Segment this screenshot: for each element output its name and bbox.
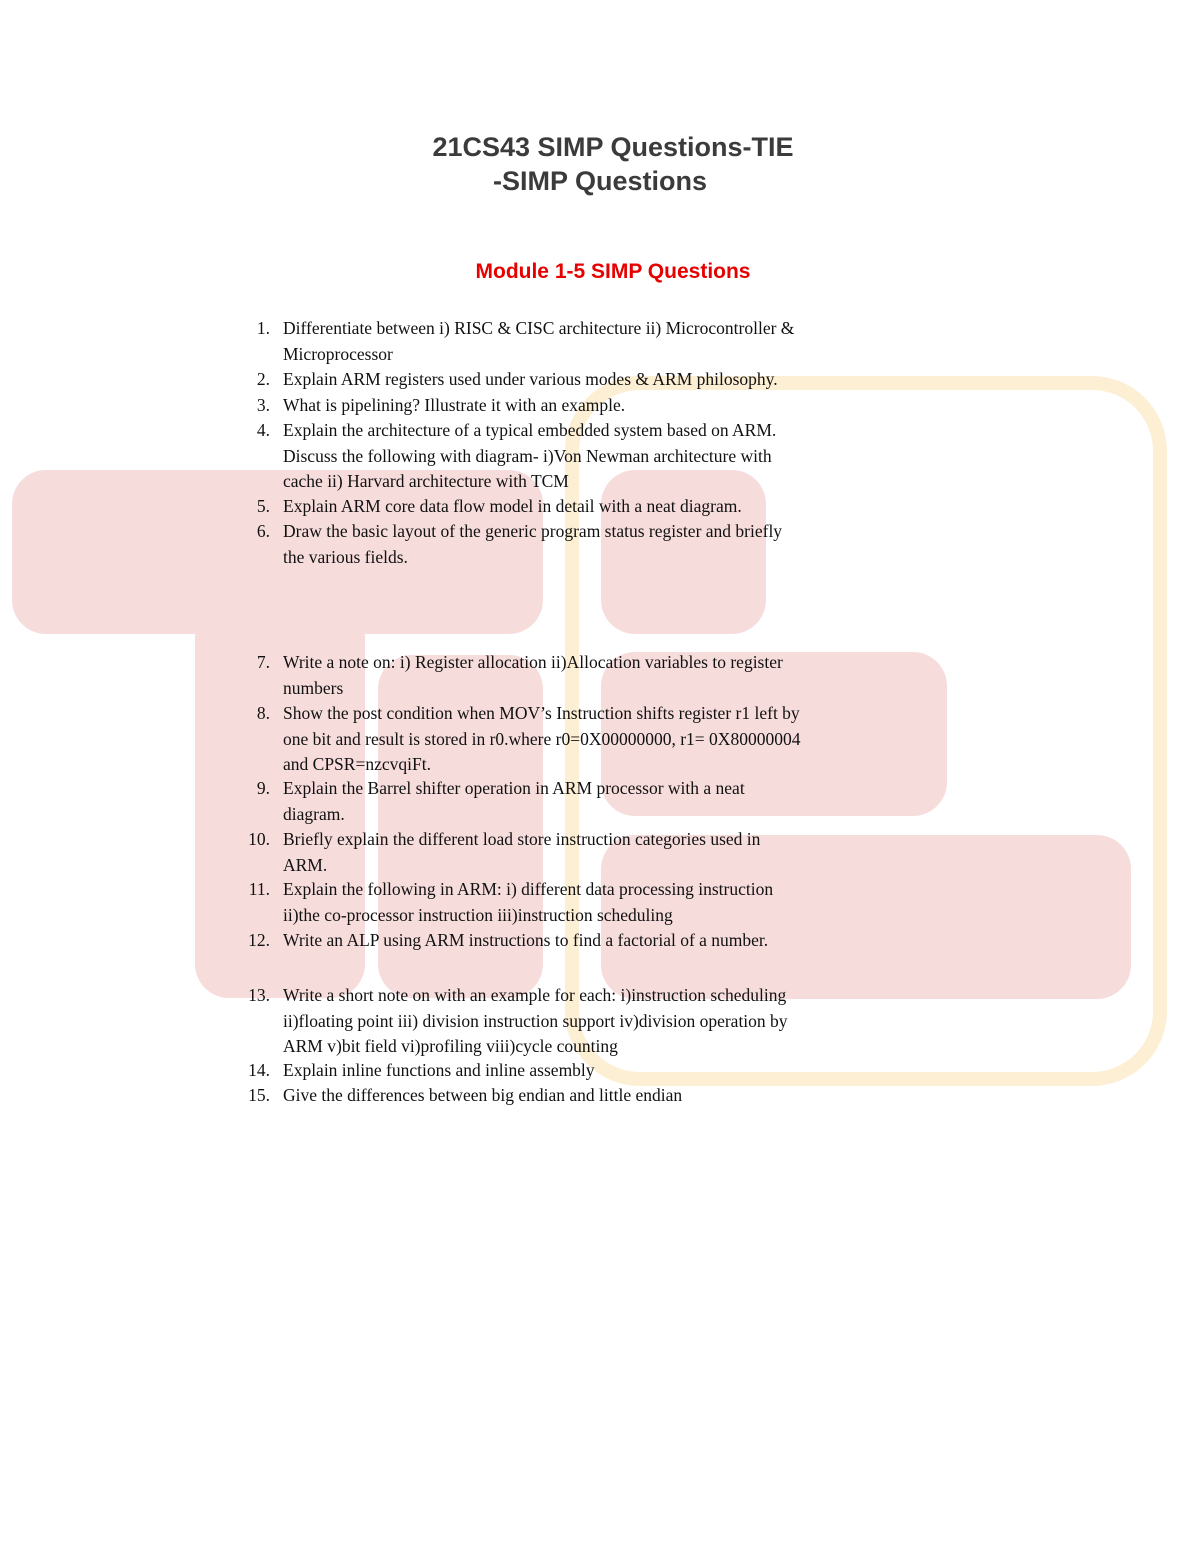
question-item [246, 393, 896, 419]
question-number: 14. [248, 1060, 270, 1080]
question-text: Discuss the following with diagram- i)Von Newman architecture with [283, 445, 772, 466]
question-item [246, 776, 896, 827]
question-text: and CPSR=nzcvqiFt. [283, 754, 431, 774]
question-text: the various fields. [283, 546, 408, 567]
question-number: 6. [256, 521, 270, 541]
question-item [246, 1083, 896, 1109]
question-text: cache ii) Harvard architecture with TCM [283, 471, 569, 491]
question-text: Explain the Barrel shifter operation in ARM processor with a neat [283, 778, 745, 798]
question-item [246, 316, 896, 367]
question-text: ARM v)bit field vi)profiling viii)cycle counting [283, 1036, 618, 1056]
question-text: What is pipelining? Illustrate it with an example. [283, 395, 626, 415]
question-text: Show the post condition when MOV’s Instruction shifts register r1 left by [283, 703, 800, 723]
question-item [246, 1058, 896, 1084]
question-number: 12. [248, 930, 270, 950]
question-item [246, 418, 896, 495]
question-number: 15. [248, 1085, 270, 1105]
question-number: 5. [256, 496, 270, 516]
question-number: 3. [256, 395, 270, 415]
question-text: ii)floating point iii) division instruction support iv)division operation by [283, 1010, 788, 1031]
question-number: 7. [256, 652, 270, 672]
question-item [246, 519, 896, 570]
question-text: Explain ARM core data flow model in detail with a neat diagram. [283, 496, 742, 516]
question-number: 2. [256, 369, 270, 389]
question-text: Explain ARM registers used under various modes & ARM philosophy. [283, 369, 778, 389]
question-number: 11. [248, 879, 270, 899]
question-text: ARM. [283, 854, 328, 875]
question-number: 4. [256, 420, 270, 440]
question-text: Briefly explain the different load store instruction categories used in [283, 829, 761, 849]
question-number: 13. [248, 985, 270, 1005]
question-text: Explain inline functions and inline assembly [283, 1060, 595, 1080]
question-number: 9. [256, 778, 270, 798]
question-item [246, 650, 896, 701]
question-item [246, 928, 896, 954]
question-text: Draw the basic layout of the generic program status register and briefly [283, 521, 783, 541]
question-text: diagram. [283, 803, 345, 824]
question-text: Differentiate between i) RISC & CISC architecture ii) Microcontroller & [283, 318, 795, 338]
question-item [246, 877, 896, 928]
question-text: Microprocessor [283, 343, 393, 364]
document-title-line2: -SIMP Questions [492, 166, 708, 196]
question-text: Write a short note on with an example for each: i)instruction scheduling [283, 985, 787, 1005]
question-text: Explain the architecture of a typical embedded system based on ARM. [283, 420, 777, 440]
question-item [246, 701, 896, 778]
question-item [246, 494, 896, 520]
question-number: 10. [248, 829, 270, 849]
question-text: Write an ALP using ARM instructions to find a factorial of a number. [283, 930, 769, 950]
question-text: numbers [283, 677, 344, 698]
question-number: 1. [256, 318, 270, 338]
question-text: Explain the following in ARM: i) different data processing instruction [283, 879, 774, 899]
module-heading: Module 1-5 SIMP Questions [475, 260, 751, 283]
question-text: Write a note on: i) Register allocation ii)Allocation variables to register [283, 652, 783, 672]
question-text: Give the differences between big endian and little endian [283, 1085, 683, 1105]
question-text: ii)the co-processor instruction iii)instruction scheduling [283, 904, 673, 925]
question-item [246, 827, 896, 878]
document-title-line1: 21CS43 SIMP Questions-TIE [432, 132, 794, 162]
question-item [246, 367, 896, 393]
question-number: 8. [256, 703, 270, 723]
question-item [246, 983, 896, 1060]
question-text: one bit and result is stored in r0.where r0=0X00000000, r1= 0X80000004 [283, 728, 801, 749]
